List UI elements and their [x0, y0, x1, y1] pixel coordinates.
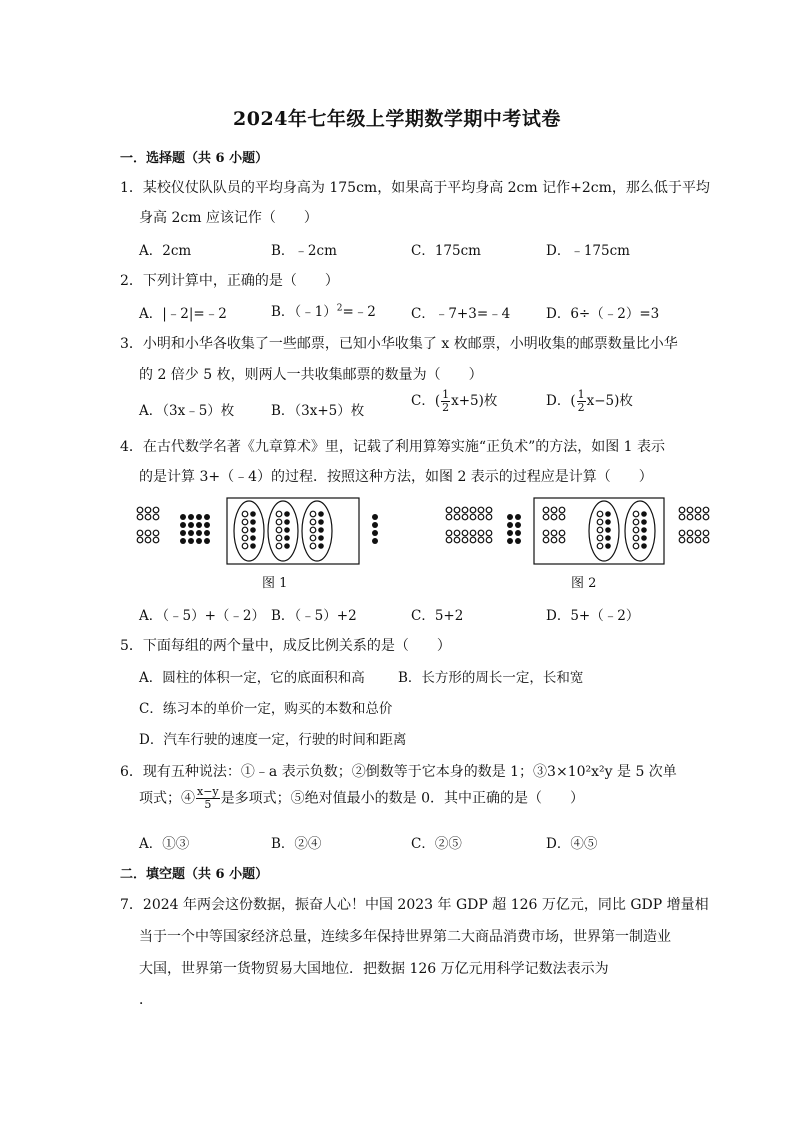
q2-option-c: C．﹣7+3=﹣4 [411, 306, 511, 322]
q5-option-a: A．圆柱的体积一定，它的底面积和高 [139, 670, 365, 686]
question-6-line-2: 项式；④ $\frac{x-y}{5}$ 是多项式；⑤绝对值最小的数是 0．其中正确的是（ ） [139, 785, 584, 811]
question-4-line-2: 的是计算 3+（﹣4）的过程．按照这种方法，如图 2 表示的过程应是计算（ ） [139, 469, 653, 485]
question-6-line-1: 6．现有五种说法：①﹣a 表示负数；②倒数等于它本身的数是 1；③3×10²x²y 是 5 次单 [120, 764, 677, 780]
q1-option-d: D．﹣175cm [546, 243, 630, 259]
question-7-line-3: 大国，世界第一货物贸易大国地位．把数据 126 万亿元用科学记数法表示为 [139, 961, 609, 977]
q1-option-b: B．﹣2cm [271, 243, 337, 259]
q1-option-c: C．175cm [411, 243, 481, 259]
q3-option-c: C．( $\frac{1}{2}$ x+5)枚 [411, 388, 498, 414]
question-5-line-1: 5．下面每组的两个量中，成反比例关系的是（ ） [120, 638, 451, 654]
figure-1-caption: 图 1 [262, 576, 288, 591]
q3-option-b: B．（3x+5）枚 [271, 403, 365, 419]
q5-option-b: B．长方形的周长一定，长和宽 [398, 670, 584, 686]
q2-option-d: D．6÷（﹣2）=3 [546, 306, 660, 322]
q6-option-d: D．④⑤ [546, 836, 598, 852]
section-heading-fill: 二．填空题（共 6 小题） [120, 867, 269, 882]
page-title: 2024年七年级上学期数学期中考试卷 [233, 108, 561, 130]
q2-option-a: A．|﹣2|=﹣2 [139, 306, 227, 322]
question-7-line-1: 7．2024 年两会这份数据，振奋人心！中国 2023 年 GDP 超 126 万亿元，同比 GDP 增量相 [120, 897, 709, 913]
question-3-line-2: 的 2 倍少 5 枚，则两人一共收集邮票的数量为（ ） [139, 367, 483, 383]
q4-option-a: A．（﹣5）+（﹣2） [139, 608, 265, 624]
q4-option-c: C．5+2 [411, 608, 464, 624]
q4-option-d: D．5+（﹣2） [546, 608, 640, 624]
section-heading-choice: 一．选择题（共 6 小题） [120, 151, 269, 166]
q1-option-a: A．2cm [139, 243, 192, 259]
question-7-line-2: 当于一个中等国家经济总量，连续多年保持世界第二大商品消费市场，世界第一制造业 [139, 929, 671, 945]
q3-option-d: D．( $\frac{1}{2}$ x−5)枚 [546, 388, 633, 414]
question-7-line-4: ． [139, 992, 153, 1008]
q5-option-d: D．汽车行驶的速度一定，行驶的时间和距离 [139, 732, 407, 748]
question-1-line-2: 身高 2cm 应该记作（ ） [139, 210, 318, 226]
q5-option-c: C．练习本的单价一定，购买的本数和总价 [139, 701, 393, 717]
q6-option-b: B．②④ [271, 836, 322, 852]
figure-2-caption: 图 2 [571, 576, 597, 591]
question-1-line-1: 1．某校仪仗队队员的平均身高为 175cm，如果高于平均身高 2cm 记作+2cm，那么低于平均 [120, 180, 710, 196]
q6-option-a: A．①③ [139, 836, 190, 852]
counting-rods-figure-1 [135, 496, 385, 568]
question-3-line-1: 3．小明和小华各收集了一些邮票，已知小华收集了 x 枚邮票，小明收集的邮票数量比小华 [120, 336, 678, 352]
q3-option-a: A．（3x﹣5）枚 [139, 403, 235, 419]
counting-rods-figure-2 [444, 496, 712, 568]
question-4-line-1: 4．在古代数学名著《九章算术》里，记载了利用算筹实施“正负术”的方法，如图 1 表示 [120, 439, 666, 455]
q2-option-b: B．（﹣1）$^2$=﹣2 [271, 303, 376, 320]
q6-option-c: C．②⑤ [411, 836, 462, 852]
question-2-line-1: 2．下列计算中，正确的是（ ） [120, 273, 339, 289]
q4-option-b: B．（﹣5）+2 [271, 608, 357, 624]
